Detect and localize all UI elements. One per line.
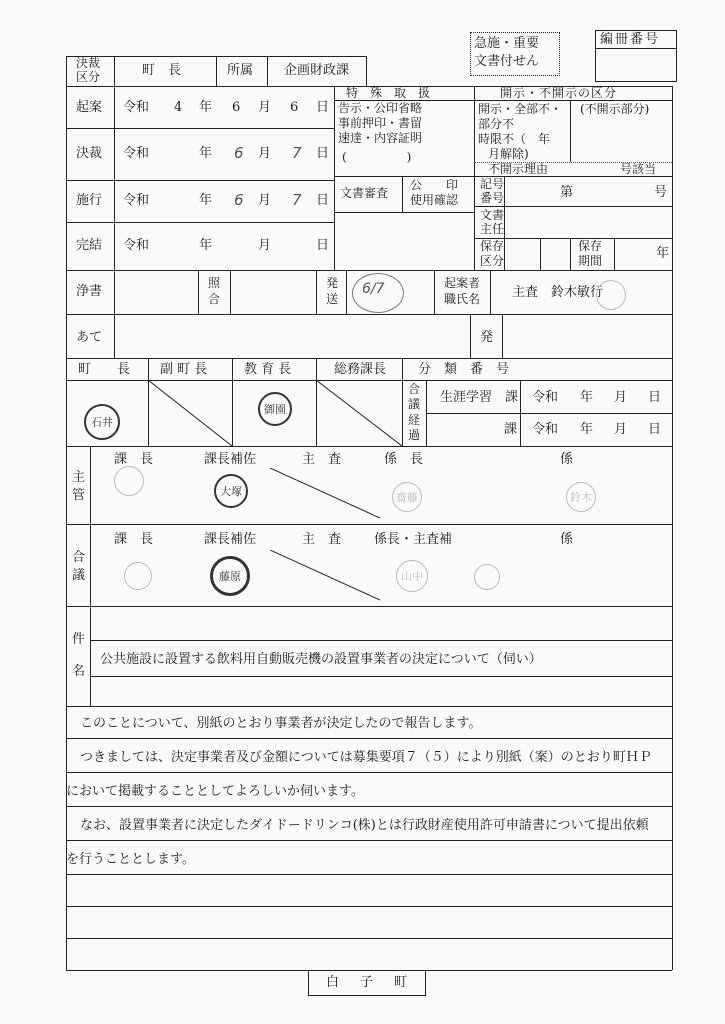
consult-row2-day: 日	[648, 422, 662, 437]
consult-row2-year: 年	[580, 422, 594, 437]
urgent-tag-line2: 文書付せん	[474, 54, 540, 69]
seal-check-label-1: 公 印	[410, 178, 459, 192]
draft-year-unit: 年	[199, 100, 213, 115]
mayor-seal-text: 石井	[91, 416, 113, 429]
check-label-1: 照	[208, 276, 221, 290]
main-senior-label: 主 査	[302, 452, 342, 467]
consult-row1-era: 令和	[532, 390, 559, 405]
education-chief-label: 教 育 長	[244, 362, 292, 377]
complete-day-unit: 日	[316, 238, 330, 253]
consult-row2-dept: 課	[504, 422, 518, 437]
consult-label-4: 過	[408, 428, 421, 442]
send-label-1: 発	[326, 276, 339, 290]
keep-period-label-2: 期間	[578, 254, 603, 268]
disclosure-l1: 開示・全部不・	[478, 102, 563, 116]
deputy-mayor-label: 副 町 長	[160, 362, 208, 377]
record-no-prefix: 第	[560, 185, 574, 200]
main-label-2: 管	[72, 488, 86, 503]
doc-review-label: 文書審査	[340, 186, 389, 200]
body-line-1: このことについて、別紙のとおり事業者が決定したので報告します。	[80, 716, 482, 731]
consult-senior-label: 主 査	[302, 532, 342, 547]
main-sub-seal-text: 齋藤	[396, 491, 418, 504]
draft-label: 起案	[76, 100, 103, 115]
consult-asst-seal-text: 藤原	[219, 570, 241, 583]
consult-label-3: 経	[408, 413, 421, 427]
draft-year: 4	[174, 100, 183, 115]
special-line2: 事前押印・書留	[338, 116, 423, 130]
main-chief-seal	[114, 466, 144, 496]
body-line-4: なお、設置事業者に決定したダイドードリンコ(株)とは行政財産使用許可申請書について提出依頼	[80, 818, 649, 833]
complete-month-unit: 月	[258, 238, 272, 253]
subject-label-2: 名	[72, 664, 86, 679]
enforce-year-unit: 年	[199, 193, 213, 208]
enforce-day: 7	[292, 191, 302, 209]
body-line-2: つきましては、決定事業者及び金額については募集要項７（５）により別紙（案）のとおり町ＨＰ	[80, 750, 652, 765]
education-chief-seal	[258, 392, 292, 426]
check-label-2: 合	[208, 292, 221, 306]
consult-senior-strike	[270, 550, 380, 602]
consult-section-label-1: 合	[72, 550, 86, 565]
consult-asst-seal	[210, 556, 250, 596]
mayor-seal	[84, 404, 120, 440]
decision-class-label-2: 区分	[76, 70, 101, 84]
consult-section-label-2: 議	[72, 568, 86, 583]
complete-year-unit: 年	[199, 238, 213, 253]
special-title: 特 殊 取 扱	[346, 86, 431, 100]
town-name: 白 子 町	[326, 975, 412, 990]
decision-level: 町 長	[142, 63, 182, 78]
drafter-label-2: 職氏名	[444, 292, 481, 306]
draft-era: 令和	[123, 100, 150, 115]
approve-era: 令和	[123, 146, 150, 161]
disclosure-partial: (不開示部分)	[580, 102, 650, 116]
drafter-name: 主査 鈴木敏行	[512, 285, 604, 300]
decision-class-label-1: 決裁	[76, 56, 101, 70]
complete-era: 令和	[123, 238, 150, 253]
special-line3: 速達・内容証明	[338, 131, 423, 145]
main-chief-label: 課 長	[114, 452, 154, 467]
consult-chief-seal	[124, 562, 152, 590]
approve-year-unit: 年	[199, 146, 213, 161]
enforce-label: 施行	[76, 193, 103, 208]
main-staff-label: 係	[560, 452, 574, 467]
record-label-2: 番号	[480, 191, 505, 205]
main-asst-seal	[214, 474, 248, 508]
consult-row2-era: 令和	[532, 422, 559, 437]
enforce-month-unit: 月	[258, 193, 272, 208]
keep-period-label-1: 保存	[578, 239, 603, 253]
consult-label-2: 議	[408, 397, 421, 411]
keep-period-unit: 年	[656, 246, 670, 261]
disclosure-l2: 部分不	[478, 117, 515, 131]
education-chief-seal-text: 御園	[264, 403, 286, 416]
send-date: 6/7	[362, 281, 385, 297]
send-label-2: 送	[326, 292, 339, 306]
deputy-mayor-strike	[148, 380, 232, 446]
approve-day: 7	[292, 144, 302, 162]
approve-label: 決裁	[76, 146, 103, 161]
addressee-label: あて	[76, 330, 103, 345]
consult-row1-dept: 生涯学習 課	[440, 390, 519, 405]
consult-chief-label: 課 長	[114, 532, 154, 547]
main-senior-strike	[270, 468, 380, 520]
subject-text: 公共施設に設置する飲料用自動販売機の設置事業者の決定について（伺い）	[100, 652, 542, 667]
main-asst-label: 課長補佐	[204, 452, 257, 467]
consult-asst-label: 課長補佐	[204, 532, 257, 547]
general-affairs-strike	[316, 380, 402, 446]
drafter-seal	[596, 280, 626, 310]
draft-month: 6	[232, 100, 241, 115]
approve-month-unit: 月	[258, 146, 272, 161]
main-asst-seal-text: 大塚	[220, 485, 242, 498]
keep-class-label-1: 保存	[480, 239, 505, 253]
enforce-era: 令和	[123, 193, 150, 208]
draft-day-unit: 日	[316, 100, 330, 115]
fair-copy-label: 浄書	[76, 284, 103, 299]
seal-check-label-2: 使用確認	[410, 193, 459, 207]
owner-label-2: 主任	[480, 222, 505, 236]
disclosure-reason: 不開示理由	[488, 162, 549, 176]
sender-label: 発	[480, 330, 494, 345]
approve-month: 6	[234, 144, 244, 162]
special-paren: ( )	[342, 150, 412, 164]
approve-day-unit: 日	[316, 146, 330, 161]
consult-sub-seal-text: 山中	[401, 570, 423, 583]
consult-row1-year: 年	[580, 390, 594, 405]
disclosure-title: 開示・不開示の区分	[500, 86, 618, 100]
draft-day: 6	[290, 100, 299, 115]
consult-sub-seal-2	[474, 564, 500, 590]
owner-label-1: 文書	[480, 208, 505, 222]
main-staff-seal-text: 鈴木	[570, 491, 592, 504]
consult-row1-day: 日	[648, 390, 662, 405]
department: 企画財政課	[284, 63, 350, 78]
body-line-3: において掲載することとしてよろしいか伺います。	[66, 784, 364, 799]
draft-month-unit: 月	[258, 100, 272, 115]
record-no-suffix: 号	[654, 185, 668, 200]
drafter-label-1: 起案者	[444, 276, 481, 290]
enforce-month: 6	[234, 191, 244, 209]
consult-sub-label: 係長・主査補	[374, 532, 453, 547]
record-label-1: 記号	[480, 177, 505, 191]
volume-number-label: 編冊番号	[600, 32, 661, 47]
complete-label: 完結	[76, 238, 103, 253]
disclosure-applicable: 号該当	[620, 162, 657, 176]
classification-label: 分 類 番 号	[418, 362, 510, 377]
keep-class-label-2: 区分	[480, 254, 505, 268]
special-line1: 告示・公印省略	[338, 101, 423, 115]
urgent-tag-line1: 急施・重要	[474, 36, 540, 51]
consult-row2-month: 月	[614, 422, 628, 437]
department-label: 所属	[227, 63, 254, 78]
main-label-1: 主	[72, 470, 86, 485]
main-staff-seal	[566, 482, 596, 512]
consult-sub-seal	[396, 560, 428, 592]
enforce-day-unit: 日	[316, 193, 330, 208]
consult-row1-month: 月	[614, 390, 628, 405]
disclosure-l3: 時限不（ 年	[478, 132, 551, 146]
general-affairs-label: 総務課長	[334, 362, 387, 377]
main-sub-label: 係 長	[384, 452, 424, 467]
main-sub-seal	[392, 482, 422, 512]
mayor-label: 町 長	[78, 362, 131, 377]
body-line-5: を行うこととします。	[66, 852, 195, 867]
consult-staff-label: 係	[560, 532, 574, 547]
subject-label-1: 件	[72, 632, 86, 647]
consult-label-1: 合	[408, 382, 421, 396]
disclosure-l4: 月解除)	[488, 147, 529, 161]
